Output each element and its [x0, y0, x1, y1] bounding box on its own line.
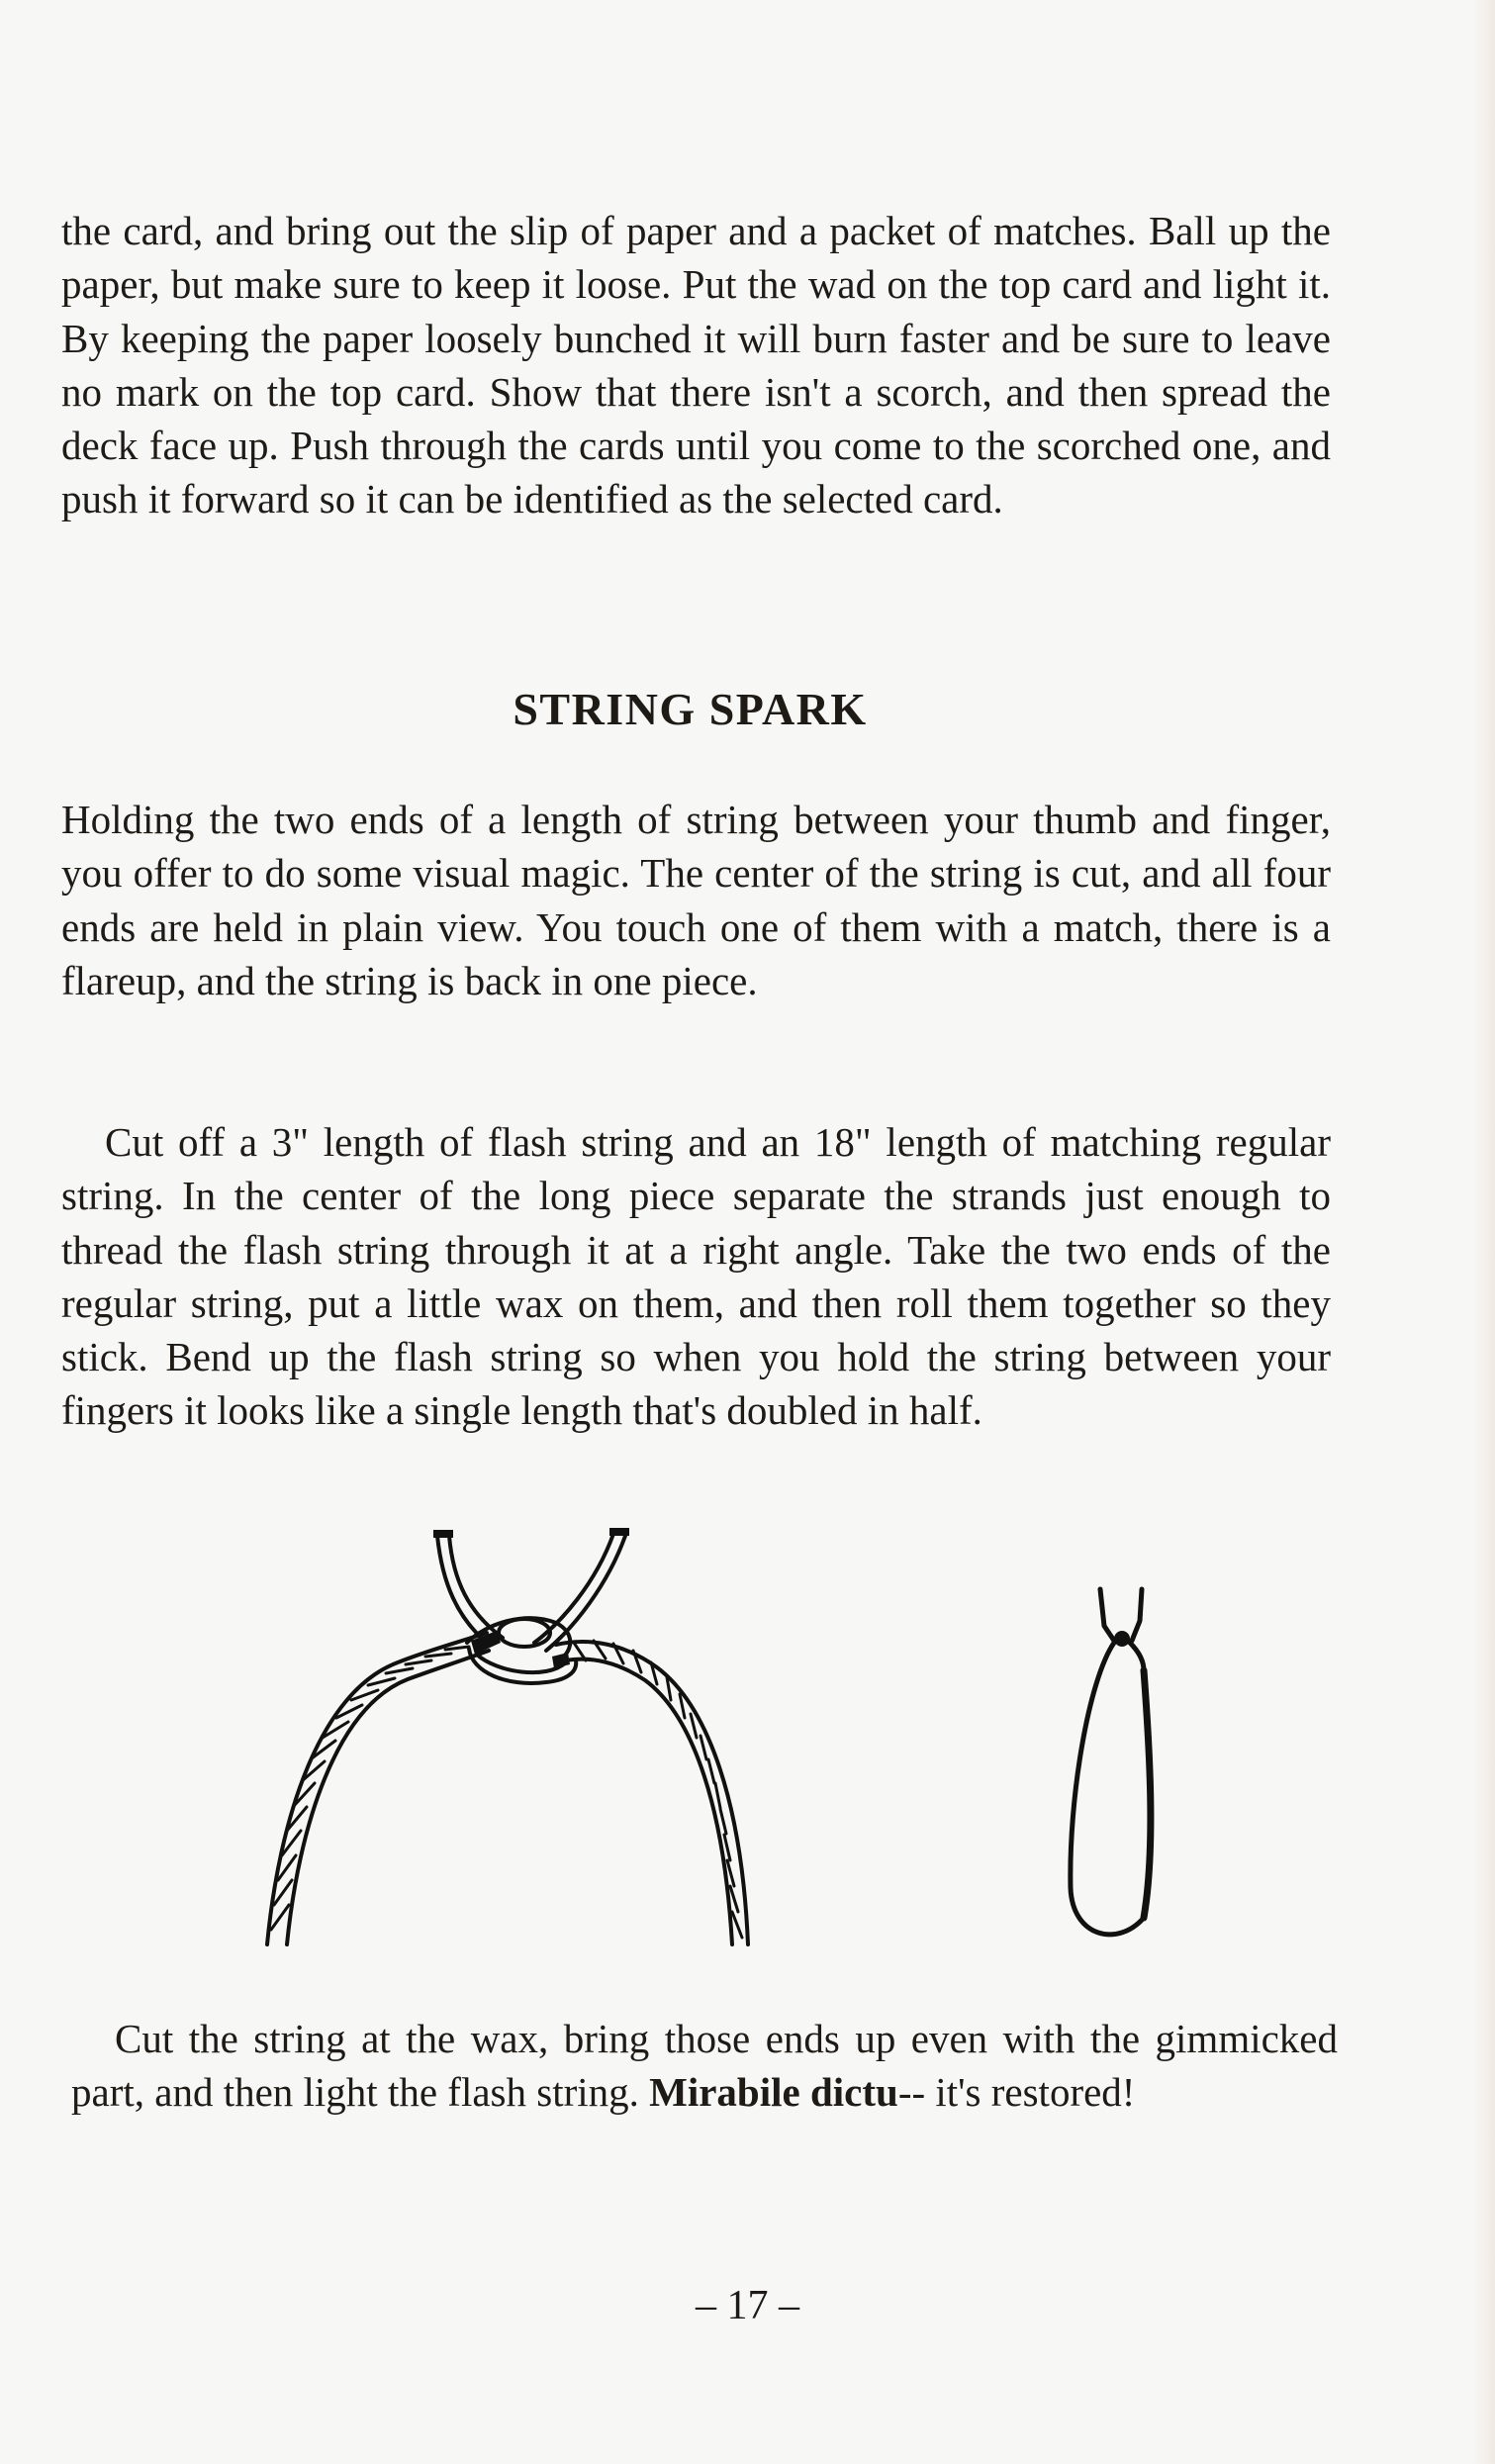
paragraph-card-trick-ending: the card, and bring out the slip of paper and a packet of matches. Ball up the paper, but make sure to keep it loose. Put the wad on the top card and light it. By keeping the paper loosely bunched it will burn faster and be sure to leave no mark on the top card. Show that there isn't a scorch, and then spread the deck face up. Push through the cards until you come to the scorched one, and push it forward so it can be identified as the selected card. — [61, 208, 1331, 522]
paragraph-string-spark-setup — [61, 1115, 1331, 1438]
doubled-string-loop-icon — [1059, 1571, 1177, 1947]
string-with-flash-string-threaded-icon — [259, 1524, 754, 1949]
mirabile-dictu-emphasis: Mirabile dictu — [649, 2069, 898, 2116]
finish-text: Cut the string at the wax, bring those ends up even with the gimmicked part, and then light the flash string. — [71, 2016, 1338, 2116]
setup-text: Cut off a 3" length of flash string and an 18" length of matching regular string. In the center of the long piece separate the strands just enough to thread the flash string through it at a right angle. Take the two ends of the regular string, put a little wax on them, and then roll them together so they stick. Bend up the flash string so when you hold the string between your fingers it looks like a single length that's doubled in half. — [61, 1119, 1331, 1434]
page-number: – 17 – — [696, 2283, 799, 2328]
finish-ending: -- it's restored! — [897, 2069, 1136, 2116]
page-edge-shadow — [1473, 0, 1495, 2464]
paragraph-string-spark-finish — [71, 2012, 1338, 2120]
paragraph-string-spark-intro: Holding the two ends of a length of string between your thumb and finger, you offer to do some visual magic. The center of the string is cut, and all four ends are held in plain view. You touch one of them with a match, there is a flareup, and the string is back in one piece. — [61, 797, 1331, 1003]
section-heading: STRING SPARK — [513, 684, 868, 734]
